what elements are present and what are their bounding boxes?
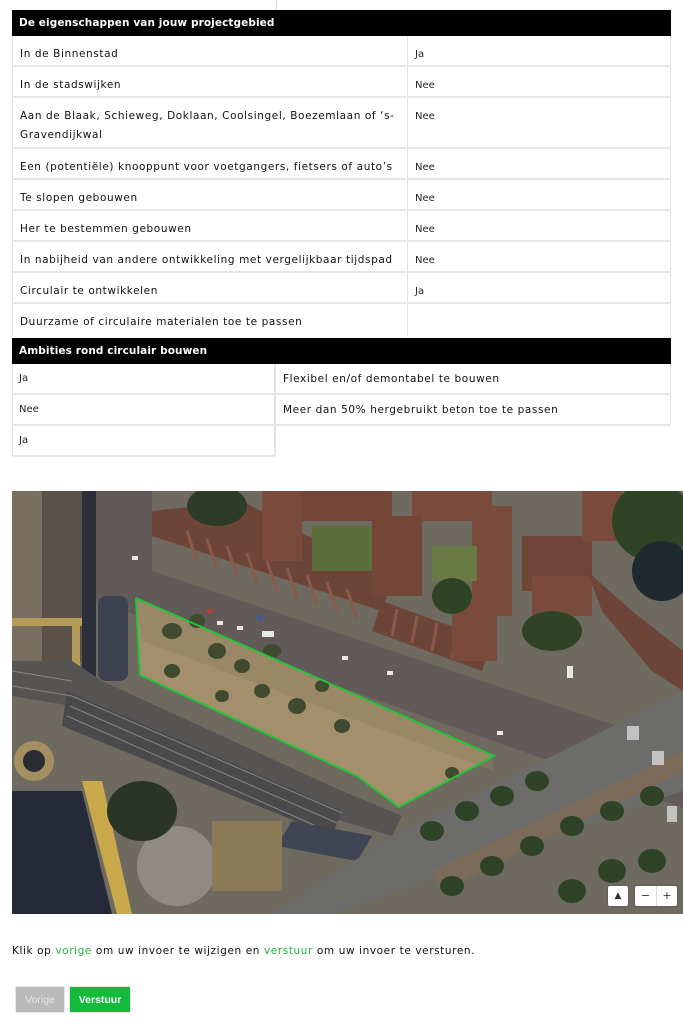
- circular-ambitions-table: [12, 338, 671, 457]
- instruction-part: om uw invoer te versturen.: [312, 945, 476, 957]
- row-value: Nee: [415, 162, 435, 173]
- row-label: Aan de Blaak, Schieweg, Doklaan, Coolsingel, Boezemlaan of ‘s-Gravendijkwal: [13, 98, 408, 147]
- circular-table-header: Ambities rond circulair bouwen: [12, 338, 671, 364]
- row-value: Nee: [415, 80, 435, 91]
- table-row: [12, 98, 671, 149]
- submit-button[interactable]: Verstuur: [69, 986, 131, 1013]
- row-label: Her te bestemmen gebouwen: [13, 211, 408, 240]
- table-row: [12, 211, 671, 242]
- map-north-button[interactable]: [608, 886, 628, 906]
- row-label: Een (potentiële) knooppunt voor voetgangers, fietsers of auto’s: [13, 149, 408, 178]
- row-value: Nee: [415, 224, 435, 235]
- table-row: [12, 273, 671, 304]
- submit-link[interactable]: verstuur: [263, 945, 313, 957]
- row-value: Ja: [415, 49, 425, 60]
- zoom-out-button[interactable]: −: [640, 889, 651, 902]
- row-value: Ja: [415, 286, 425, 297]
- prev-link[interactable]: vorige: [55, 945, 92, 957]
- previous-table-divider: [276, 0, 277, 10]
- row-value: Ja: [12, 426, 276, 457]
- row-label: [276, 426, 671, 457]
- table-row: [12, 304, 671, 336]
- table-row: [12, 67, 671, 98]
- row-label: In de stadswijken: [13, 67, 408, 96]
- properties-table: [12, 10, 671, 336]
- previous-button[interactable]: Vorige: [15, 986, 65, 1013]
- row-value: [408, 304, 670, 336]
- table-row: [12, 36, 671, 67]
- row-label: Meer dan 50% hergebruikt beton toe te passen: [276, 395, 671, 426]
- row-label: In nabijheid van andere ontwikkeling met vergelijkbaar tijdspad: [13, 242, 408, 271]
- north-arrow-icon: ▲: [614, 891, 622, 901]
- row-label: Te slopen gebouwen: [13, 180, 408, 209]
- table-row: [12, 180, 671, 211]
- table-row: [12, 364, 671, 395]
- instruction-part: Klik op: [12, 945, 56, 957]
- row-value: Ja: [12, 364, 276, 395]
- aerial-map[interactable]: [12, 491, 683, 914]
- map-zoom-controls: [635, 886, 677, 906]
- instruction-text: [12, 945, 475, 957]
- aerial-imagery: [12, 491, 683, 914]
- table-row: [12, 149, 671, 180]
- row-value: Nee: [12, 395, 276, 426]
- table-row: [12, 242, 671, 273]
- row-value: Nee: [415, 193, 435, 204]
- zoom-in-button[interactable]: +: [656, 886, 677, 906]
- row-label: Duurzame of circulaire materialen toe te passen: [13, 304, 408, 336]
- row-label: In de Binnenstad: [13, 36, 408, 65]
- instruction-part: om uw invoer te wijzigen en: [91, 945, 264, 957]
- row-value: Nee: [415, 255, 435, 266]
- properties-table-header: De eigenschappen van jouw projectgebied: [12, 10, 671, 36]
- row-label: Circulair te ontwikkelen: [13, 273, 408, 302]
- table-row: [12, 426, 671, 457]
- row-value: Nee: [415, 111, 435, 122]
- row-label: Flexibel en/of demontabel te bouwen: [276, 364, 671, 395]
- table-row: [12, 395, 671, 426]
